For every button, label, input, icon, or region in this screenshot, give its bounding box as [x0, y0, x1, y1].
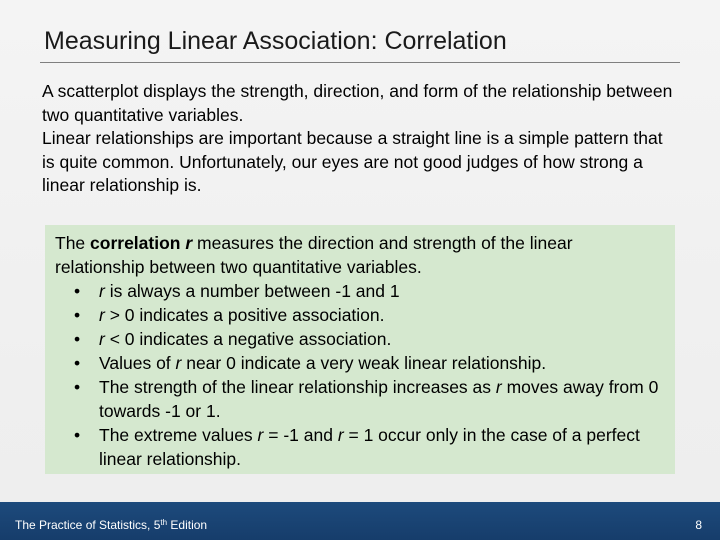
correlation-facts-list: [55, 279, 665, 471]
intro-paragraph-linear: Linear relationships are important because a straight line is a simple pattern that is quite common. Unfortunately, our eyes are not good judges of how strong a linear relationship is.: [42, 128, 663, 195]
intro-text: [42, 80, 678, 198]
definition-symbol: r: [185, 233, 193, 253]
bullet-icon: •: [74, 353, 81, 373]
definition-lead: The: [55, 233, 91, 253]
correlation-definition: [55, 231, 665, 279]
page-number: 8: [695, 518, 702, 532]
bullet-icon: •: [74, 377, 81, 397]
list-item: • r is always a number between -1 and 1: [74, 281, 400, 301]
list-item: • r > 0 indicates a positive association.: [74, 305, 385, 325]
title-divider: [40, 62, 680, 63]
bullet-icon: •: [74, 281, 81, 301]
bullet-icon: •: [74, 329, 81, 349]
bullet-icon: •: [74, 305, 81, 325]
intro-paragraph-scatterplot: A scatterplot displays the strength, direction, and form of the relationship between two quantitative variables.: [42, 81, 673, 125]
list-item: • Values of r near 0 indicate a very weak linear relationship.: [74, 353, 547, 373]
book-edition-label: The Practice of Statistics, 5th Edition: [15, 518, 208, 532]
definition-text: measures the direction and strength of the linear relationship between two quantitative variables.: [55, 233, 573, 277]
list-item: • r < 0 indicates a negative association.: [74, 329, 392, 349]
slide-footer: [0, 502, 720, 540]
bullet-icon: •: [74, 425, 81, 445]
definition-term: correlation: [90, 233, 186, 253]
list-item: • The extreme values r = -1 and r = 1 occur only in the case of a perfect linear relationship.: [74, 425, 640, 469]
correlation-definition-box: [45, 225, 675, 474]
list-item: • The strength of the linear relationship increases as r moves away from 0 towards -1 or 1.: [74, 377, 659, 421]
slide-title: Measuring Linear Association: Correlation: [44, 27, 507, 55]
